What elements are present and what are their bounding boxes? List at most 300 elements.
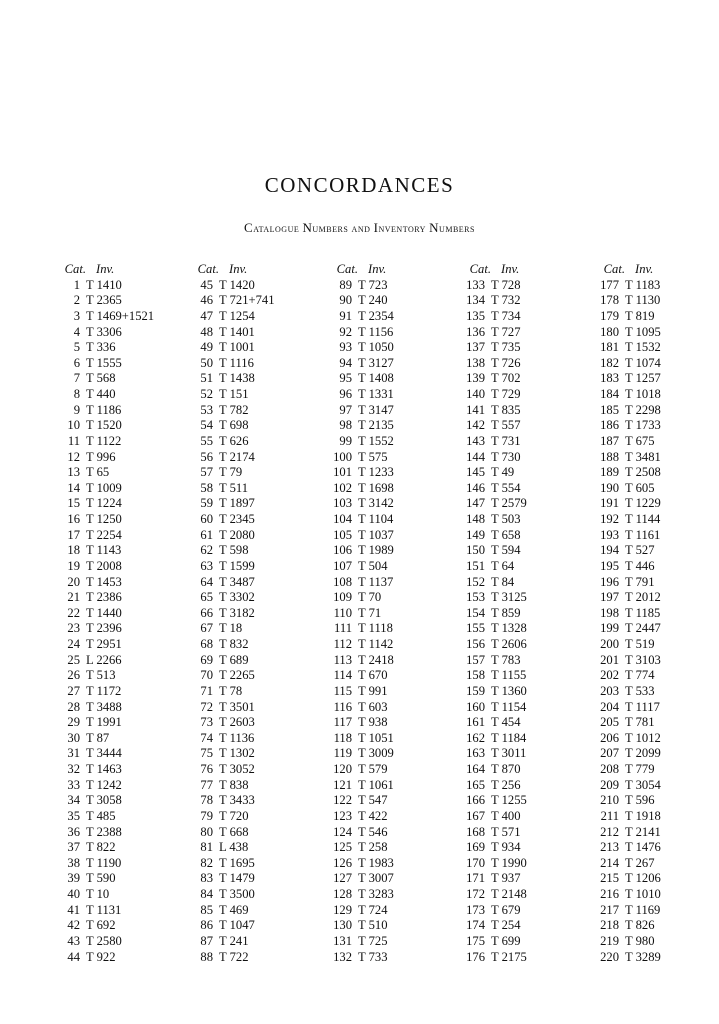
- catalogue-number: 124: [333, 824, 352, 839]
- catalogue-number: 79: [200, 808, 213, 823]
- inventory-number: T 440: [86, 387, 116, 401]
- inventory-number: T 1018: [625, 387, 661, 401]
- inv-header: Inv.: [501, 262, 520, 276]
- inventory-number: T 1190: [86, 855, 122, 870]
- inventory-number: T 1169: [625, 902, 661, 917]
- catalogue-number: 75: [200, 746, 213, 761]
- inventory-number: T 557: [491, 418, 521, 433]
- catalogue-number: 130: [333, 918, 352, 933]
- inventory-number: T 1918: [625, 808, 661, 823]
- catalogue-number: 26: [67, 668, 80, 683]
- inventory-number: T 1520: [86, 418, 122, 433]
- page-title: CONCORDANCES: [264, 173, 455, 197]
- catalogue-number: 19: [67, 558, 80, 573]
- catalogue-number: 207: [600, 746, 619, 761]
- catalogue-number: 65: [200, 590, 213, 605]
- inventory-number: T 1183: [625, 277, 661, 292]
- inventory-number: T 3501: [219, 699, 255, 714]
- inventory-number: T 519: [625, 637, 655, 651]
- inventory-number: L 438: [219, 840, 249, 855]
- catalogue-number: 163: [466, 746, 485, 761]
- inventory-number: T 720: [219, 808, 249, 823]
- catalogue-number: 110: [333, 605, 352, 620]
- inventory-number: T 513: [86, 668, 116, 683]
- inventory-number: T 78: [219, 683, 243, 698]
- inventory-number: T 728: [491, 277, 521, 292]
- catalogue-number: 133: [466, 277, 485, 292]
- inventory-number: T 1250: [86, 512, 122, 526]
- inventory-number: T 724: [358, 902, 388, 917]
- inventory-number: T 1144: [625, 512, 661, 526]
- inventory-number: T 1104: [358, 512, 394, 526]
- catalogue-number: 210: [600, 793, 619, 808]
- inventory-number: T 658: [491, 527, 521, 542]
- catalogue-number: 98: [339, 418, 352, 433]
- inventory-number: T 3283: [358, 887, 394, 901]
- catalogue-number: 199: [600, 621, 619, 636]
- inventory-number: T 832: [219, 637, 249, 651]
- catalogue-number: 140: [466, 387, 485, 401]
- inventory-number: T 84: [491, 574, 515, 589]
- catalogue-number: 196: [600, 574, 619, 589]
- catalogue-number: 96: [339, 387, 352, 401]
- inventory-number: T 692: [86, 918, 116, 933]
- inventory-number: T 733: [358, 949, 388, 964]
- catalogue-number: 190: [600, 480, 619, 495]
- cat-header: Cat.: [336, 262, 358, 276]
- catalogue-number: 24: [67, 637, 80, 651]
- catalogue-number: 111: [334, 621, 352, 636]
- inventory-number: T 400: [491, 808, 521, 823]
- catalogue-number: 63: [200, 558, 213, 573]
- inventory-number: T 579: [358, 762, 388, 776]
- inventory-number: T 258: [358, 840, 388, 855]
- catalogue-number: 106: [333, 543, 352, 558]
- catalogue-number: 220: [600, 949, 619, 964]
- inventory-number: T 1233: [358, 465, 394, 480]
- inventory-number: T 2080: [219, 527, 255, 542]
- inventory-number: T 819: [625, 308, 655, 323]
- inventory-number: T 937: [491, 871, 521, 886]
- catalogue-number: 67: [200, 621, 213, 636]
- inventory-number: T 1695: [219, 855, 255, 870]
- inventory-number: T 729: [491, 387, 521, 401]
- catalogue-number: 179: [600, 308, 619, 323]
- catalogue-number: 33: [67, 777, 80, 792]
- inventory-number: T 1555: [86, 355, 122, 370]
- inventory-number: T 922: [86, 949, 116, 964]
- catalogue-number: 100: [333, 449, 352, 464]
- inventory-number: T 3433: [219, 793, 255, 808]
- inventory-number: T 71: [358, 605, 382, 620]
- inventory-number: T 1420: [219, 277, 255, 292]
- catalogue-number: 109: [333, 590, 352, 605]
- catalogue-number: 116: [333, 699, 352, 714]
- catalogue-number: 102: [333, 480, 352, 495]
- inventory-number: T 699: [491, 933, 521, 948]
- catalogue-number: 117: [333, 715, 352, 730]
- inventory-number: T 79: [219, 465, 243, 480]
- catalogue-number: 85: [200, 902, 213, 917]
- catalogue-number: 83: [200, 871, 213, 886]
- catalogue-number: 54: [200, 418, 213, 433]
- inventory-number: T 10: [86, 887, 110, 901]
- inventory-number: T 996: [86, 449, 116, 464]
- catalogue-number: 180: [600, 324, 619, 339]
- catalogue-number: 49: [200, 340, 213, 355]
- inventory-number: T 547: [358, 793, 388, 808]
- inventory-number: T 723: [358, 277, 388, 292]
- inventory-number: T 1061: [358, 777, 394, 792]
- catalogue-number: 74: [200, 730, 213, 745]
- catalogue-number: 143: [466, 433, 485, 448]
- inventory-number: T 256: [491, 777, 521, 792]
- inventory-number: T 731: [491, 433, 521, 448]
- inventory-number: T 1463: [86, 762, 122, 776]
- catalogue-number: 198: [600, 605, 619, 620]
- catalogue-number: 12: [67, 449, 80, 464]
- inventory-number: T 70: [358, 590, 382, 605]
- inventory-number: T 1476: [625, 840, 661, 855]
- inventory-number: T 679: [491, 902, 521, 917]
- inventory-number: T 1897: [219, 496, 255, 511]
- inventory-number: T 2141: [625, 824, 661, 839]
- cat-header: Cat.: [64, 262, 86, 276]
- catalogue-number: 16: [67, 512, 80, 526]
- inventory-number: T 1440: [86, 605, 122, 620]
- catalogue-number: 2: [73, 293, 80, 308]
- catalogue-number: 157: [466, 652, 485, 667]
- catalogue-number: 165: [466, 777, 485, 792]
- catalogue-number: 45: [200, 277, 213, 292]
- inventory-number: T 1161: [625, 527, 661, 542]
- catalogue-number: 30: [67, 730, 80, 745]
- inventory-number: T 485: [86, 808, 116, 823]
- catalogue-number: 92: [339, 324, 352, 339]
- inventory-number: T 504: [358, 558, 388, 573]
- inventory-number: T 791: [625, 574, 655, 589]
- catalogue-number: 22: [67, 605, 80, 620]
- inventory-number: T 1001: [219, 340, 255, 355]
- inventory-number: T 3500: [219, 887, 255, 901]
- catalogue-number: 28: [67, 699, 80, 714]
- inventory-number: T 2388: [86, 824, 122, 839]
- inventory-number: T 2603: [219, 715, 255, 730]
- inventory-number: T 1254: [219, 308, 255, 323]
- inventory-number: T 1155: [491, 668, 527, 683]
- catalogue-number: 5: [73, 340, 80, 355]
- catalogue-number: 181: [600, 340, 619, 355]
- inventory-number: T 1224: [86, 496, 122, 511]
- inventory-number: T 1186: [86, 402, 122, 417]
- catalogue-number: 90: [339, 293, 352, 308]
- catalogue-number: 29: [67, 715, 80, 730]
- catalogue-number: 192: [600, 512, 619, 526]
- inventory-number: T 422: [358, 808, 388, 823]
- inventory-number: T 3007: [358, 871, 394, 886]
- inventory-number: T 722: [219, 949, 249, 964]
- inventory-number: T 510: [358, 918, 388, 933]
- inventory-number: T 1154: [491, 699, 527, 714]
- catalogue-number: 14: [67, 480, 80, 495]
- inventory-number: T 568: [86, 371, 116, 386]
- catalogue-number: 177: [600, 277, 619, 292]
- inventory-number: T 3142: [358, 496, 394, 511]
- catalogue-number: 182: [600, 355, 619, 370]
- catalogue-number: 78: [200, 793, 213, 808]
- inventory-number: T 2012: [625, 590, 661, 605]
- inventory-number: T 2008: [86, 558, 122, 573]
- catalogue-number: 185: [600, 402, 619, 417]
- catalogue-number: 144: [466, 449, 485, 464]
- inventory-number: T 454: [491, 715, 521, 730]
- catalogue-number: 53: [200, 402, 213, 417]
- catalogue-number: 89: [339, 277, 352, 292]
- inventory-number: T 533: [625, 683, 655, 698]
- catalogue-number: 68: [200, 637, 213, 651]
- catalogue-number: 209: [600, 777, 619, 792]
- inventory-number: T 727: [491, 324, 521, 339]
- inventory-number: T 1242: [86, 777, 122, 792]
- catalogue-number: 18: [67, 543, 80, 558]
- catalogue-number: 123: [333, 808, 352, 823]
- inventory-number: T 1438: [219, 371, 255, 386]
- inventory-number: T 151: [219, 387, 249, 401]
- catalogue-number: 91: [339, 308, 352, 323]
- catalogue-number: 60: [200, 512, 213, 526]
- inventory-number: T 87: [86, 730, 110, 745]
- catalogue-number: 114: [333, 668, 352, 683]
- catalogue-number: 162: [466, 730, 485, 745]
- inventory-number: T 554: [491, 480, 521, 495]
- catalogue-number: 171: [466, 871, 485, 886]
- catalogue-number: 158: [466, 668, 485, 683]
- inventory-number: T 1185: [625, 605, 661, 620]
- catalogue-number: 17: [67, 527, 80, 542]
- inventory-number: T 782: [219, 402, 249, 417]
- inventory-number: T 1360: [491, 683, 527, 698]
- inventory-number: T 3125: [491, 590, 527, 605]
- catalogue-number: 137: [466, 340, 485, 355]
- catalogue-number: 61: [200, 527, 213, 542]
- catalogue-number: 37: [67, 840, 80, 855]
- inventory-number: T 725: [358, 933, 388, 948]
- catalogue-number: 118: [333, 730, 352, 745]
- catalogue-number: 47: [200, 308, 213, 323]
- inventory-number: T 1143: [86, 543, 122, 558]
- inventory-number: T 730: [491, 449, 521, 464]
- inventory-number: T 1122: [86, 433, 122, 448]
- inventory-number: T 1733: [625, 418, 661, 433]
- inventory-number: T 3054: [625, 777, 661, 792]
- inventory-number: T 1328: [491, 621, 527, 636]
- inventory-number: T 702: [491, 371, 521, 386]
- inventory-number: T 838: [219, 777, 249, 792]
- catalogue-number: 172: [466, 887, 485, 901]
- catalogue-number: 101: [333, 465, 352, 480]
- catalogue-number: 23: [67, 621, 80, 636]
- inventory-number: T 49: [491, 465, 515, 480]
- catalogue-number: 126: [333, 855, 352, 870]
- inventory-number: T 826: [625, 918, 655, 933]
- inventory-number: T 1532: [625, 340, 661, 355]
- inventory-number: T 774: [625, 668, 655, 683]
- inventory-number: T 2508: [625, 465, 661, 480]
- inventory-number: T 1229: [625, 496, 661, 511]
- catalogue-number: 80: [200, 824, 213, 839]
- catalogue-number: 93: [339, 340, 352, 355]
- inventory-number: T 503: [491, 512, 521, 526]
- catalogue-number: 214: [600, 855, 619, 870]
- catalogue-number: 88: [200, 949, 213, 964]
- catalogue-number: 122: [333, 793, 352, 808]
- catalogue-number: 87: [200, 933, 213, 948]
- cat-header: Cat.: [603, 262, 625, 276]
- catalogue-number: 119: [333, 746, 352, 761]
- inventory-number: T 2135: [358, 418, 394, 433]
- catalogue-number: 43: [67, 933, 80, 948]
- catalogue-number: 107: [333, 558, 352, 573]
- catalogue-number: 138: [466, 355, 485, 370]
- catalogue-number: 168: [466, 824, 485, 839]
- inventory-number: T 781: [625, 715, 655, 730]
- inventory-number: T 336: [86, 340, 116, 355]
- catalogue-number: 217: [600, 902, 619, 917]
- catalogue-number: 31: [67, 746, 80, 761]
- inventory-number: T 18: [219, 621, 243, 636]
- inventory-number: T 1552: [358, 433, 394, 448]
- catalogue-number: 169: [466, 840, 485, 855]
- catalogue-number: 129: [333, 902, 352, 917]
- inventory-number: T 2386: [86, 590, 122, 605]
- inventory-number: T 3481: [625, 449, 661, 464]
- inventory-number: T 571: [491, 824, 521, 839]
- inventory-number: T 2951: [86, 637, 122, 651]
- inventory-number: T 1410: [86, 277, 122, 292]
- catalogue-number: 161: [466, 715, 485, 730]
- catalogue-number: 211: [600, 808, 619, 823]
- inventory-number: T 1983: [358, 855, 394, 870]
- inv-header: Inv.: [635, 262, 654, 276]
- catalogue-number: 11: [67, 433, 80, 448]
- catalogue-number: 202: [600, 668, 619, 683]
- inventory-number: T 980: [625, 933, 655, 948]
- catalogue-number: 145: [466, 465, 485, 480]
- catalogue-number: 170: [466, 855, 485, 870]
- catalogue-number: 13: [67, 465, 80, 480]
- catalogue-number: 215: [600, 871, 619, 886]
- inventory-number: T 670: [358, 668, 388, 683]
- catalogue-number: 59: [200, 496, 213, 511]
- catalogue-number: 142: [466, 418, 485, 433]
- catalogue-number: 206: [600, 730, 619, 745]
- inventory-number: T 1698: [358, 480, 394, 495]
- catalogue-number: 128: [333, 887, 352, 901]
- catalogue-number: 141: [466, 402, 485, 417]
- catalogue-number: 189: [600, 465, 619, 480]
- inventory-number: T 1136: [219, 730, 255, 745]
- inventory-number: T 2254: [86, 527, 122, 542]
- catalogue-number: 186: [600, 418, 619, 433]
- inventory-number: T 1479: [219, 871, 255, 886]
- catalogue-number: 166: [466, 793, 485, 808]
- catalogue-number: 151: [466, 558, 485, 573]
- inventory-number: T 1172: [86, 683, 122, 698]
- catalogue-number: 147: [466, 496, 485, 511]
- inventory-number: T 870: [491, 762, 521, 776]
- inventory-number: T 783: [491, 652, 521, 667]
- catalogue-number: 40: [67, 887, 80, 901]
- inventory-number: T 1051: [358, 730, 394, 745]
- catalogue-number: 66: [200, 605, 213, 620]
- catalogue-number: 64: [200, 574, 213, 589]
- catalogue-number: 164: [466, 762, 485, 776]
- inventory-number: T 1130: [625, 293, 661, 308]
- catalogue-number: 153: [466, 590, 485, 605]
- inventory-number: T 605: [625, 480, 655, 495]
- catalogue-number: 57: [200, 465, 213, 480]
- catalogue-number: 194: [600, 543, 619, 558]
- inventory-number: T 689: [219, 652, 249, 667]
- catalogue-number: 8: [73, 387, 80, 401]
- inventory-number: T 1012: [625, 730, 661, 745]
- catalogue-number: 127: [333, 871, 352, 886]
- catalogue-number: 120: [333, 762, 352, 776]
- catalogue-number: 152: [466, 574, 485, 589]
- inventory-number: T 1009: [86, 480, 122, 495]
- inventory-number: T 675: [625, 433, 655, 448]
- inventory-number: T 1469+1521: [86, 308, 155, 323]
- catalogue-number: 86: [200, 918, 213, 933]
- inventory-number: T 511: [219, 480, 249, 495]
- inventory-number: T 3302: [219, 590, 255, 605]
- catalogue-number: 3: [73, 308, 80, 323]
- inventory-number: T 1010: [625, 887, 661, 901]
- catalogue-number: 213: [600, 840, 619, 855]
- inventory-number: T 240: [358, 293, 388, 308]
- catalogue-number: 174: [466, 918, 485, 933]
- cat-header: Cat.: [469, 262, 491, 276]
- inventory-number: T 721+741: [219, 293, 275, 308]
- catalogue-number: 44: [67, 949, 80, 964]
- catalogue-number: 103: [333, 496, 352, 511]
- inventory-number: L 2266: [86, 652, 122, 667]
- catalogue-number: 39: [67, 871, 80, 886]
- catalogue-number: 34: [67, 793, 80, 808]
- inventory-number: T 991: [358, 683, 388, 698]
- catalogue-number: 173: [466, 902, 485, 917]
- catalogue-number: 218: [600, 918, 619, 933]
- inventory-number: T 734: [491, 308, 521, 323]
- catalogue-number: 6: [73, 355, 80, 370]
- catalogue-number: 148: [466, 512, 485, 526]
- inventory-number: T 822: [86, 840, 116, 855]
- catalogue-number: 178: [600, 293, 619, 308]
- inventory-number: T 2175: [491, 949, 527, 964]
- inventory-number: T 2365: [86, 293, 122, 308]
- catalogue-number: 21: [67, 590, 80, 605]
- catalogue-number: 72: [200, 699, 213, 714]
- inventory-number: T 594: [491, 543, 521, 558]
- catalogue-number: 212: [600, 824, 619, 839]
- inventory-number: T 859: [491, 605, 521, 620]
- inventory-number: T 2579: [491, 496, 527, 511]
- catalogue-number: 27: [67, 683, 80, 698]
- inventory-number: T 446: [625, 558, 655, 573]
- inventory-number: T 3444: [86, 746, 122, 761]
- inventory-number: T 3147: [358, 402, 394, 417]
- catalogue-number: 62: [200, 543, 213, 558]
